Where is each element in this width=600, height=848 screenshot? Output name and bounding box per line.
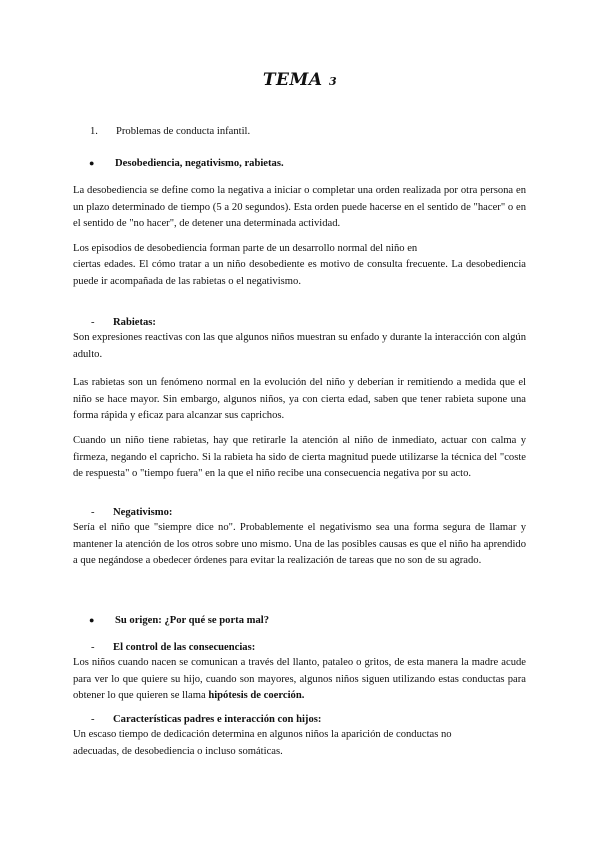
- paragraph-rabietas-2: Las rabietas son un fenómeno normal en la evolución del niño y deberían ir remitiendo a medida que el niño se hace mayor. Sin embargo, algunos niños, ya con cierta edad, saben que tener rabieta supone una forma rápida y eficaz para alcanzar sus caprichos.: [73, 377, 526, 421]
- bullet-icon: ●: [89, 158, 95, 168]
- subheading-text: Rabietas:: [113, 317, 156, 328]
- paragraph-control: [73, 655, 526, 705]
- list-number: 1.: [90, 126, 98, 137]
- dash-marker: -: [91, 507, 95, 518]
- bullet-heading-text: Su origen: ¿Por qué se porta mal?: [115, 615, 269, 626]
- paragraph-caracteristicas-line1: Un escaso tiempo de dedicación determina en algunos niños la aparición de conductas no: [73, 729, 452, 740]
- subheading-text: Características padres e interacción con hijos:: [113, 714, 322, 725]
- paragraph-negativismo: Sería el niño que "siempre dice no". Probablemente el negativismo sea una forma segura de llamar y mantener la atención de los otros sobre uno mismo. Una de las posibles causas es que el niño ha aprendido a que negándose a obedecer órdenes para evitar la realización de tareas que no son de su agrado.: [73, 522, 526, 566]
- section-heading-1: [90, 124, 250, 140]
- paragraph-episodios: ciertas edades. El cómo tratar a un niño desobediente es motivo de consulta frecuente. La desobediencia puede ir acompañada de las rabietas o el negativismo.: [73, 259, 526, 287]
- subheading-rabietas: [91, 315, 156, 331]
- section-heading-text: Problemas de conducta infantil.: [116, 126, 251, 137]
- subheading-text: El control de las consecuencias:: [113, 642, 256, 653]
- bullet-icon: ●: [89, 615, 95, 625]
- title-number: 3: [328, 75, 338, 88]
- subheading-text: Negativismo:: [113, 507, 173, 518]
- title-text: TEMA: [262, 70, 323, 90]
- paragraph-rabietas-1: Son expresiones reactivas con las que algunos niños muestran su enfado y durante la interacción con algún adulto.: [73, 332, 526, 360]
- dash-marker: -: [91, 317, 95, 328]
- bullet-heading-text: Desobediencia, negativismo, rabietas.: [115, 158, 284, 169]
- paragraph-desobediencia: La desobediencia se define como la negativa a iniciar o completar una orden realizada por otra persona en un plazo determinado de tiempo (5 a 20 segundos). Esta orden puede hacerse en el sentido de "hacer" o en el sentido de "no hacer", de detener una determinada actividad.: [73, 185, 526, 229]
- bullet-heading-1: [89, 155, 284, 172]
- page-title: [0, 70, 600, 90]
- paragraph-rabietas-3: Cuando un niño tiene rabietas, hay que retirarle la atención al niño de inmediato, actuar con calma y firmeza, negando el capricho. Si la rabieta ha sido de cierta magnitud puede utilizarse la técnica del "coste de respuesta" o "tiempo fuera" en la que el niño recibe una consecuencia negativa por su acto.: [73, 435, 526, 479]
- paragraph-episodios-line1: Los episodios de desobediencia forman parte de un desarrollo normal del niño en: [73, 243, 418, 254]
- paragraph-caracteristicas-line2: adecuadas, de desobediencia o incluso somáticas.: [73, 746, 283, 757]
- bullet-heading-2: [89, 612, 269, 629]
- subheading-negativismo: [91, 505, 172, 521]
- paragraph-control-text: Los niños cuando nacen se comunican a través del llanto, pataleo o gritos, de esta manera la madre acude para ver lo que quiere su hijo, cuando son mayores, algunos niños siguen utilizando estas conductas para obtener lo que quieren se llama: [73, 657, 526, 701]
- subheading-caracteristicas: [91, 712, 321, 728]
- term-coercion: hipótesis de coerción.: [208, 690, 305, 701]
- subheading-control: [91, 640, 255, 656]
- dash-marker: -: [91, 642, 95, 653]
- dash-marker: -: [91, 714, 95, 725]
